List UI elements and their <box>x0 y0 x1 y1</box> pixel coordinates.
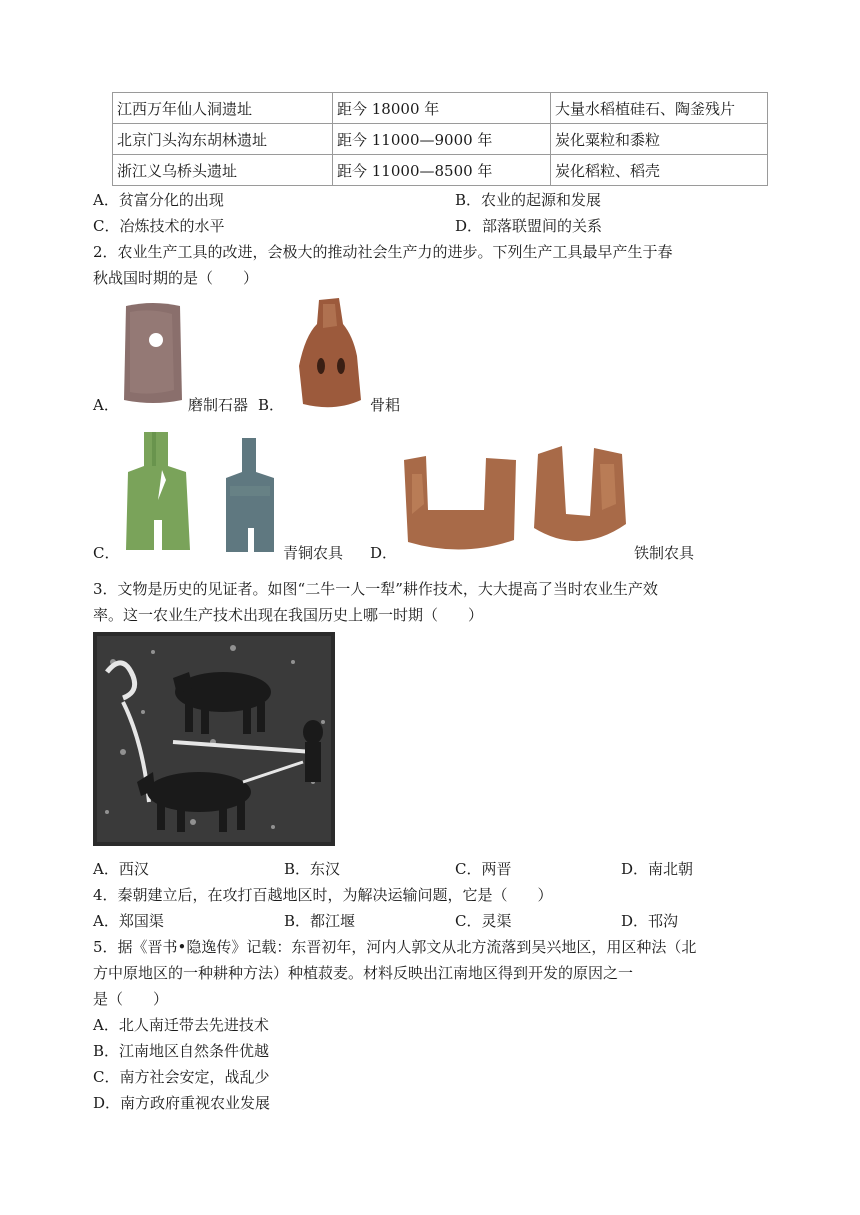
table-cell: 江西万年仙人洞遗址 <box>113 93 333 124</box>
q4-option-d[interactable]: D．邗沟 <box>621 912 679 930</box>
q4-option-a[interactable]: A．郑国渠 <box>93 912 164 930</box>
q5-option-a[interactable]: A．北人南迁带去先进技术 <box>93 1016 269 1034</box>
q5-stem-line1: 5．据《晋书•隐逸传》记载：东晋初年，河内人郭文从北方流落到吴兴地区，用区种法（北 <box>93 938 697 956</box>
q1-option-c[interactable]: C．冶炼技术的水平 <box>93 217 225 235</box>
q3-option-b[interactable]: B．东汉 <box>284 860 341 878</box>
q5-stem-line3: 是（ ） <box>93 990 169 1008</box>
table-row <box>113 155 768 186</box>
q2-stem-line2: 秋战国时期的是（ ） <box>93 269 259 287</box>
q3-stem-line2: 率。这一农业生产技术出现在我国历史上哪一时期（ ） <box>93 606 484 624</box>
table-cell: 炭化粟粒和黍粒 <box>551 124 768 155</box>
table-cell: 距今 11000—9000 年 <box>333 124 551 155</box>
q5-option-c[interactable]: C．南方社会安定，战乱少 <box>93 1068 270 1086</box>
table-cell: 炭化稻粒、稻壳 <box>551 155 768 186</box>
q4-option-b[interactable]: B．都江堰 <box>284 912 356 930</box>
ox-ploughing-relief-image <box>93 632 335 846</box>
q5-stem-line2: 方中原地区的一种耕种方法）种植菽麦。材料反映出江南地区得到开发的原因之一 <box>93 964 634 982</box>
table-row <box>113 124 768 155</box>
q2-option-c-letter[interactable]: C． <box>93 544 120 562</box>
q2-option-b-caption: 骨耜 <box>370 396 401 414</box>
iron-tool-v-image <box>530 444 630 556</box>
table-cell: 浙江义乌桥头遗址 <box>113 155 333 186</box>
bronze-tool-green-image <box>122 430 192 554</box>
q2-option-a-caption: 磨制石器 <box>188 396 249 414</box>
q5-option-d[interactable]: D．南方政府重视农业发展 <box>93 1094 271 1112</box>
bronze-tool-blue-image <box>222 436 278 556</box>
q1-option-d[interactable]: D．部落联盟间的关系 <box>455 217 603 235</box>
q3-stem-line1: 3．文物是历史的见证者。如图“二牛一人一犁”耕作技术，大大提高了当时农业生产效 <box>93 580 658 598</box>
q3-option-a[interactable]: A．西汉 <box>93 860 149 878</box>
q3-option-c[interactable]: C．两晋 <box>455 860 512 878</box>
q2-stem-line1: 2．农业生产工具的改进，会极大的推动社会生产力的进步。下列生产工具最早产生于春 <box>93 243 673 261</box>
table-row <box>113 93 768 124</box>
iron-tool-u-image <box>402 454 520 556</box>
q1-option-a[interactable]: A．贫富分化的出现 <box>93 191 224 209</box>
bone-spade-image <box>295 296 365 414</box>
q2-option-a-letter[interactable]: A． <box>93 396 119 414</box>
q4-stem: 4．秦朝建立后，在攻打百越地区时，为解决运输问题，它是（ ） <box>93 886 553 904</box>
table-cell: 北京门头沟东胡林遗址 <box>113 124 333 155</box>
q2-option-b-letter[interactable]: B． <box>258 396 285 414</box>
stone-axe-image <box>120 300 186 408</box>
q2-option-c-caption: 青铜农具 <box>283 544 344 562</box>
q3-option-d[interactable]: D．南北朝 <box>621 860 694 878</box>
q1-option-b[interactable]: B．农业的起源和发展 <box>455 191 602 209</box>
table-cell: 距今 11000—8500 年 <box>333 155 551 186</box>
q4-option-c[interactable]: C．灵渠 <box>455 912 512 930</box>
q5-option-b[interactable]: B．江南地区自然条件优越 <box>93 1042 270 1060</box>
q2-option-d-caption: 铁制农具 <box>634 544 695 562</box>
table-cell: 大量水稻植硅石、陶釜残片 <box>551 93 768 124</box>
table-cell: 距今 18000 年 <box>333 93 551 124</box>
q2-option-d-letter[interactable]: D． <box>370 544 398 562</box>
sites-table <box>112 92 768 186</box>
